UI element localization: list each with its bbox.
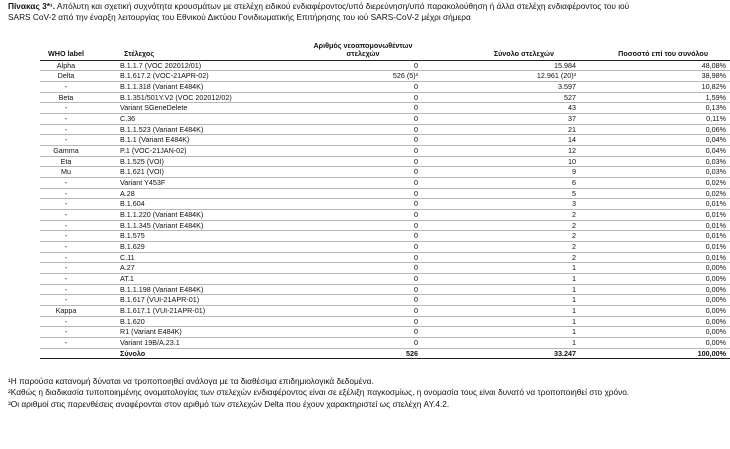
percentage-cell: 0,00% [576,337,730,348]
strain-cell: Variant Y453F [92,178,272,189]
total-strains-cell: 2 [418,210,576,221]
strain-cell: A.28 [92,188,272,199]
strain-cell: B.1.575 [92,231,272,242]
table-row [40,188,730,199]
header-percentage [576,42,730,60]
new-isolates-cell: 0 [272,167,418,178]
strain-cell: R1 (Variant E484K) [92,327,272,338]
new-isolates-cell: 0 [272,263,418,274]
table-caption [8,1,653,23]
new-isolates-cell: 0 [272,60,418,71]
table-row [40,156,730,167]
percentage-cell: 0,06% [576,124,730,135]
total-strains-cell: 527 [418,92,576,103]
new-isolates-cell: 0 [272,135,418,146]
footnotes [8,376,648,410]
who-cell: - [40,231,92,242]
table-row [40,284,730,295]
new-isolates-cell: 0 [272,210,418,221]
header-strain: Στέλεχος [92,42,272,60]
table-row [40,167,730,178]
strain-cell: B.1.617.1 (VUI-21APR-01) [92,305,272,316]
who-cell: - [40,241,92,252]
percentage-cell: 0,00% [576,316,730,327]
table-row [40,252,730,263]
total-strains-cell: 1 [418,295,576,306]
new-isolates-cell: 0 [272,178,418,189]
header-who-label: WHO label [40,42,92,60]
who-cell: - [40,295,92,306]
who-cell: Mu [40,167,92,178]
total-strains-cell: 37 [418,114,576,125]
table-row [40,71,730,82]
strain-cell: AT.1 [92,273,272,284]
new-isolates-cell: 526 (5)³ [272,71,418,82]
percentage-cell: 0,02% [576,188,730,199]
footnote-1: ¹Η παρούσα κατανομή δύναται να τροποποιηθεί ανάλογα με τα διαθέσιμα επιδημιολογικά δεδομένα. [8,376,374,386]
table-row [40,295,730,306]
who-cell: - [40,252,92,263]
header-total-strains: Σύνολο στελεχών [418,42,576,60]
footnote-2: ²Καθώς η διαδικασία τυποποιημένης ονοματολογίας των στελεχών ενδιαφέροντος είναι σε εξέλιξη παγκοσμίως, η ονομασία τους είναι δυνατό να τροποποιηθεί στο χρόνο. [8,387,630,398]
new-isolates-cell: 0 [272,231,418,242]
header-new-isolates-text: Αριθμός νεοαπομονωθέντων στελεχών [313,41,413,59]
table-row [40,146,730,157]
footnote-3: ³Οι αριθμοί στις παρενθέσεις αναφέρονται στον αριθμό των στελεχών Delta που έχουν χαρακτηριστεί ως στελέχη AY.4.2. [8,398,450,409]
who-cell: - [40,178,92,189]
percentage-cell: 0,03% [576,167,730,178]
table-row [40,135,730,146]
total-strains-cell: 43 [418,103,576,114]
total-strains-cell: 6 [418,178,576,189]
percentage-cell: 38,98% [576,71,730,82]
total-strains-cell: 14 [418,135,576,146]
total-strains-cell: 2 [418,252,576,263]
total-strains-cell: 3 [418,199,576,210]
strain-cell: B.1.617 (VUI-21APR-01) [92,295,272,306]
caption-label: Πίνακας 3*¹. [8,1,55,11]
percentage-cell: 1,59% [576,92,730,103]
table-row [40,124,730,135]
strain-cell: B.1.1.220 (Variant E484K) [92,210,272,221]
percentage-cell: 0,00% [576,305,730,316]
percentage-cell: 0,01% [576,220,730,231]
table-footer [40,348,730,359]
percentage-cell: 0,00% [576,295,730,306]
table-row [40,263,730,274]
percentage-cell: 0,00% [576,327,730,338]
new-isolates-cell: 0 [272,284,418,295]
who-cell: - [40,273,92,284]
total-strains-cell: 10 [418,156,576,167]
who-cell: Beta [40,92,92,103]
who-cell: - [40,199,92,210]
table-row [40,92,730,103]
table-header [40,42,730,60]
total-strains-cell: 12 [418,146,576,157]
table-row [40,210,730,221]
strain-cell: B.1.620 [92,316,272,327]
who-cell: - [40,337,92,348]
total-strains-cell: 1 [418,263,576,274]
total-strains-cell: 5 [418,188,576,199]
strain-cell: B.1.617.2 (VOC-21APR-02) [92,71,272,82]
who-cell: Kappa [40,305,92,316]
strain-cell: B.1.525 (VOI) [92,156,272,167]
who-cell: - [40,114,92,125]
new-isolates-cell: 0 [272,82,418,93]
who-cell: - [40,135,92,146]
header-row [40,42,730,60]
new-isolates-cell: 0 [272,156,418,167]
table-row [40,82,730,93]
percentage-cell: 0,01% [576,252,730,263]
strain-cell: B.1.1.523 (Variant E484K) [92,124,272,135]
table-row [40,60,730,71]
percentage-cell: 0,04% [576,146,730,157]
total-strains-cell: 1 [418,337,576,348]
total-strains-cell: 3.597 [418,82,576,93]
who-cell: - [40,263,92,274]
strain-cell: B.1.604 [92,199,272,210]
total-strains-cell: 1 [418,284,576,295]
strain-cell: B.1.1.7 (VOC 202012/01) [92,60,272,71]
strain-cell: B.1.1.318 (Variant E484K) [92,82,272,93]
percentage-cell: 0,03% [576,156,730,167]
who-cell: - [40,327,92,338]
new-isolates-cell: 0 [272,327,418,338]
total-strains-cell: 2 [418,241,576,252]
new-isolates-cell: 0 [272,273,418,284]
total-strains-cell: 1 [418,316,576,327]
percentage-cell: 0,01% [576,241,730,252]
new-isolates-cell: 0 [272,124,418,135]
total-strains-cell: 21 [418,124,576,135]
strain-cell: B.1.351/501Y.V2 (VOC 202012/02) [92,92,272,103]
total-strains: 33.247 [418,348,576,359]
total-strains-cell: 1 [418,305,576,316]
new-isolates-cell: 0 [272,188,418,199]
total-strains-cell: 9 [418,167,576,178]
table-row [40,337,730,348]
percentage-cell: 0,04% [576,135,730,146]
strain-cell: B.1.621 (VOI) [92,167,272,178]
table-row [40,305,730,316]
table-row [40,178,730,189]
total-percentage: 100,00% [576,348,730,359]
new-isolates-cell: 0 [272,114,418,125]
new-isolates-cell: 0 [272,103,418,114]
total-label: Σύνολο [92,348,272,359]
header-percentage-text: Ποσοστό επί του συνόλου [618,49,708,59]
who-cell: Gamma [40,146,92,157]
caption-text: Απόλυτη και σχετική συχνότητα κρουσμάτων με στελέχη ειδικού ενδιαφέροντος/υπό διερεύνηση/υπό παρακολούθηση ή άλλα στελέχη ενδιαφέροντος του ιού SARS CoV-2 από την έναρξη λειτουργίας του Εθνικού Δικτύου Γονιδιωματικής Επιτήρησης του ιού SARS-CoV-2 μέχρι σήμερα [8,1,630,23]
percentage-cell: 0,00% [576,273,730,284]
table-row [40,327,730,338]
table-body [40,60,730,348]
who-cell: - [40,284,92,295]
total-strains-cell: 1 [418,327,576,338]
new-isolates-cell: 0 [272,92,418,103]
total-new-isolates: 526 [272,348,418,359]
new-isolates-cell: 0 [272,146,418,157]
table-row [40,273,730,284]
percentage-cell: 0,00% [576,263,730,274]
table-row [40,199,730,210]
strain-cell: B.1.629 [92,241,272,252]
percentage-cell: 0,02% [576,178,730,189]
total-strains-cell: 12.961 (20)³ [418,71,576,82]
strain-cell: C.36 [92,114,272,125]
new-isolates-cell: 0 [272,305,418,316]
new-isolates-cell: 0 [272,220,418,231]
table-row [40,114,730,125]
new-isolates-cell: 0 [272,199,418,210]
percentage-cell: 48,08% [576,60,730,71]
percentage-cell: 0,00% [576,284,730,295]
strain-cell: Variant 19B/A.23.1 [92,337,272,348]
who-cell: - [40,220,92,231]
strain-cell: B.1.1.345 (Variant E484K) [92,220,272,231]
percentage-cell: 0,01% [576,231,730,242]
who-cell: - [40,210,92,221]
percentage-cell: 0,01% [576,210,730,221]
total-strains-cell: 2 [418,231,576,242]
table-row [40,103,730,114]
strain-cell: B.1.1 (Variant E484K) [92,135,272,146]
total-strains-cell: 2 [418,220,576,231]
new-isolates-cell: 0 [272,295,418,306]
strain-cell: A.27 [92,263,272,274]
percentage-cell: 10,82% [576,82,730,93]
who-cell: - [40,103,92,114]
strain-cell: Variant SGeneDelete [92,103,272,114]
table-row [40,241,730,252]
who-cell: - [40,188,92,199]
who-cell: - [40,316,92,327]
percentage-cell: 0,13% [576,103,730,114]
total-who [40,348,92,359]
who-cell: - [40,124,92,135]
new-isolates-cell: 0 [272,337,418,348]
total-row [40,348,730,359]
total-strains-cell: 1 [418,273,576,284]
who-cell: Eta [40,156,92,167]
new-isolates-cell: 0 [272,252,418,263]
percentage-cell: 0,01% [576,199,730,210]
who-cell: Delta [40,71,92,82]
percentage-cell: 0,11% [576,114,730,125]
table-row [40,316,730,327]
table-row [40,231,730,242]
strain-cell: P.1 (VOC-21JAN-02) [92,146,272,157]
strain-cell: C.11 [92,252,272,263]
who-cell: Alpha [40,60,92,71]
who-cell: - [40,82,92,93]
strain-cell: B.1.1.198 (Variant E484K) [92,284,272,295]
new-isolates-cell: 0 [272,241,418,252]
variants-table [40,42,730,359]
total-strains-cell: 15.984 [418,60,576,71]
table-row [40,220,730,231]
new-isolates-cell: 0 [272,316,418,327]
header-new-isolates [272,42,418,60]
